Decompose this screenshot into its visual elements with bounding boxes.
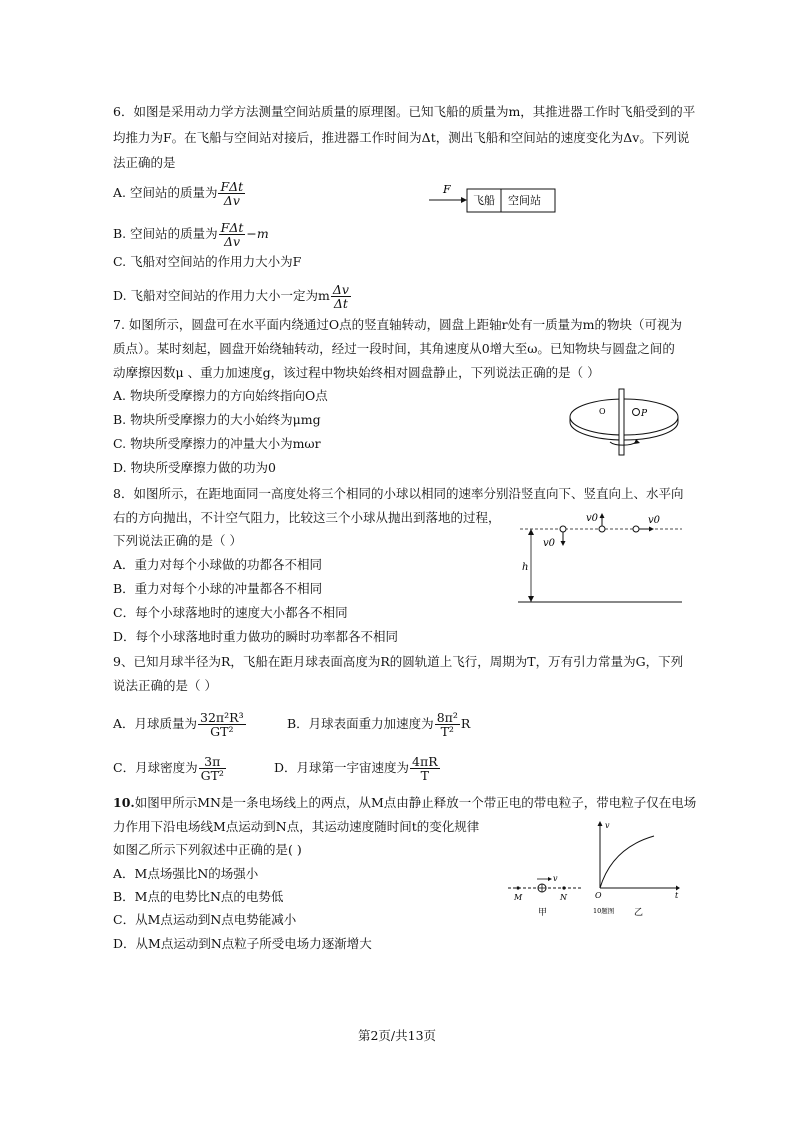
q9-b-prefix: B．月球表面重力加速度为	[287, 716, 434, 731]
q8-stem-line3: 下列说法正确的是（ ）	[113, 533, 242, 548]
q9-option-b[interactable]	[287, 711, 470, 738]
q9-d-num: 4πR	[412, 754, 438, 769]
q10-number: 10.	[113, 795, 135, 810]
q7-option-c[interactable]: C. 物块所受摩擦力的冲量大小为mωr	[113, 436, 321, 451]
q10-t-axis-label: t	[675, 891, 679, 900]
q6-option-d[interactable]	[113, 283, 352, 310]
q10-m-label: M	[514, 893, 523, 902]
q9-c-fraction	[199, 755, 226, 782]
q6-a-fraction	[218, 180, 245, 207]
q6-a-num: FΔt	[220, 179, 244, 194]
q10-v-axis-label: v	[605, 821, 610, 830]
q8-ball-up	[599, 526, 605, 532]
q8-stem-line2: 右的方向抛出，不计空气阻力，比较这三个小球从抛出到落地的过程，	[113, 510, 501, 525]
page-footer: 第2页/共13页	[357, 1028, 437, 1043]
q9-a-prefix: A．月球质量为	[113, 716, 198, 731]
q9-b-suffix: R	[460, 716, 471, 731]
q8-ball-right	[633, 526, 639, 532]
q9-d-den: T	[420, 768, 429, 783]
q8-option-c[interactable]: C．每个小球落地时的速度大小都各不相同	[113, 605, 348, 620]
q9-b-fraction	[435, 711, 460, 738]
q6-figure	[425, 182, 560, 214]
q10-stem-line3: 如图乙所示下列叙述中正确的是( )	[113, 842, 302, 857]
q8-h-label: h	[522, 562, 529, 573]
q10-origin-label: O	[595, 891, 602, 900]
q7-o-label: O	[599, 407, 606, 416]
q9-a-den: GT²	[210, 724, 234, 739]
q9-c-num: 3π	[199, 755, 226, 769]
q10-option-b[interactable]: B．M点的电势比N点的电势低	[113, 889, 284, 904]
q10-point-m	[516, 886, 519, 889]
q6-b-den: Δv	[223, 234, 241, 249]
q9-a-fraction	[198, 711, 246, 738]
q6-a-den: Δv	[223, 193, 240, 208]
q6-force-label: F	[443, 183, 451, 196]
q10-t-axis-arrowhead	[676, 886, 680, 891]
q10-option-a[interactable]: A．M点场强比N的场强小	[113, 866, 259, 881]
q7-stem-line3: 动摩擦因数μ 、重力加速度g，该过程中物块始终相对圆盘静止，下列说法正确的是（ ）	[113, 365, 600, 380]
q6-option-c[interactable]: C. 飞船对空间站的作用力大小为F	[113, 254, 302, 269]
q6-d-den: Δt	[333, 296, 348, 311]
q7-figure	[566, 387, 686, 459]
q9-c-den: GT²	[200, 768, 224, 783]
q7-option-b[interactable]: B. 物块所受摩擦力的大小始终为μmg	[113, 412, 321, 427]
q9-stem-line2: 说法正确的是（ ）	[113, 678, 217, 693]
q8-ball-down-arrowhead	[561, 541, 566, 546]
q6-d-num: Δv	[332, 282, 349, 297]
q6-ship-label: 飞船	[473, 194, 495, 207]
q10-jia-label: 甲	[538, 908, 548, 918]
q9-b-den: T²	[440, 724, 454, 739]
q9-a-num: 32π²R³	[200, 710, 244, 725]
q6-b-suffix: −m	[246, 226, 269, 241]
q8-height-arrow-bottom	[528, 596, 534, 602]
q9-b-num: 8π²	[436, 710, 458, 725]
q8-v0-label-right: v0	[648, 515, 661, 526]
q7-block	[633, 409, 640, 416]
q6-b-prefix: B. 空间站的质量为	[113, 226, 218, 241]
q10-option-d[interactable]: D．从M点运动到N点粒子所受电场力逐渐增大	[113, 936, 372, 951]
q6-d-prefix: D. 飞船对空间站的作用力大小一定为m	[113, 288, 330, 303]
q7-option-a[interactable]: A. 物块所受摩擦力的方向始终指向O点	[113, 388, 328, 403]
q9-option-d[interactable]	[274, 755, 441, 782]
q6-d-fraction	[331, 283, 351, 310]
q8-option-d[interactable]: D．每个小球落地时重力做功的瞬时功率都各不相同	[113, 629, 399, 644]
q6-station-label: 空间站	[508, 194, 541, 207]
q10-yi-label: 乙	[634, 908, 644, 918]
q10-option-c[interactable]: C．从M点运动到N点电势能减小	[113, 912, 297, 927]
q9-d-fraction	[410, 755, 440, 782]
q8-v0-label-up: v0	[586, 513, 599, 524]
q8-option-a[interactable]: A．重力对每个小球做的功都各不相同	[113, 557, 323, 572]
q10-stem-line2: 力作用下沿电场线M点运动到N点，其运动速度随时间t的变化规律	[113, 819, 480, 834]
q10-v-label-jia: v	[553, 874, 558, 883]
q6-option-b[interactable]	[113, 221, 269, 248]
q9-c-prefix: C．月球密度为	[113, 760, 198, 775]
q6-option-a[interactable]	[113, 180, 246, 207]
q8-v0-label-down: v0	[543, 538, 556, 549]
q8-height-arrow-top	[528, 529, 534, 535]
q10-point-n	[562, 886, 565, 889]
q8-ball-right-arrowhead	[649, 527, 654, 532]
q9-d-prefix: D．月球第一宇宙速度为	[274, 760, 410, 775]
q7-p-label: P	[641, 409, 648, 419]
q8-ball-down	[560, 526, 566, 532]
q6-a-prefix: A. 空间站的质量为	[113, 185, 218, 200]
q9-option-a[interactable]	[113, 711, 247, 738]
q8-stem-line1: 8．如图所示，在距地面同一高度处将三个相同的小球以相同的速率分别沿竖直向下、竖直向上、水平向	[113, 486, 684, 501]
q6-stem-line2: 均推力为F。在飞船与空间站对接后，推进器工作时间为Δt，测出飞船和空间站的速度变化为Δv。下列说	[113, 130, 690, 145]
q10-figure-caption: 10题图	[593, 907, 615, 915]
q10-n-label: N	[560, 893, 567, 902]
q8-option-b[interactable]: B．重力对每个小球的冲量都各不相同	[113, 581, 323, 596]
q10-v-axis-arrowhead	[598, 821, 603, 826]
q6-b-num: FΔt	[220, 220, 244, 235]
q6-b-fraction	[219, 221, 246, 248]
q7-stem-line2: 质点）。某时刻起，圆盘开始绕轴转动，经过一段时间，其角速度从0增大至ω。已知物块与圆盘之间的	[113, 341, 675, 356]
q10-velocity-arrowhead	[548, 877, 552, 881]
q6-force-arrowhead	[461, 197, 467, 203]
q9-stem-line1: 9、已知月球半径为R，飞船在距月球表面高度为R的圆轨道上飞行，周期为T，万有引力常量为G，下列	[113, 654, 684, 669]
q6-stem-line1: 6．如图是采用动力学方法测量空间站质量的原理图。已知飞船的质量为m，其推进器工作时飞船受到的平	[113, 104, 696, 119]
q10-figure	[504, 818, 688, 922]
q8-ball-up-arrowhead	[600, 513, 605, 518]
q9-option-c[interactable]	[113, 755, 227, 782]
q7-option-d[interactable]: D. 物块所受摩擦力做的功为0	[113, 460, 276, 475]
q10-stem-text1: 如图甲所示MN是一条电场线上的两点，从M点由静止释放一个带正电的带电粒子，带电粒子仅在电场	[134, 795, 697, 810]
q6-stem-line3: 法正确的是	[113, 155, 176, 170]
q10-vt-curve	[600, 836, 654, 888]
q7-stem-line1: 7. 如图所示，圆盘可在水平面内绕通过O点的竖直轴转动，圆盘上距轴r处有一质量为m的物块（可视为	[113, 317, 682, 332]
q8-figure	[512, 508, 684, 606]
q10-stem-line1	[113, 795, 696, 811]
